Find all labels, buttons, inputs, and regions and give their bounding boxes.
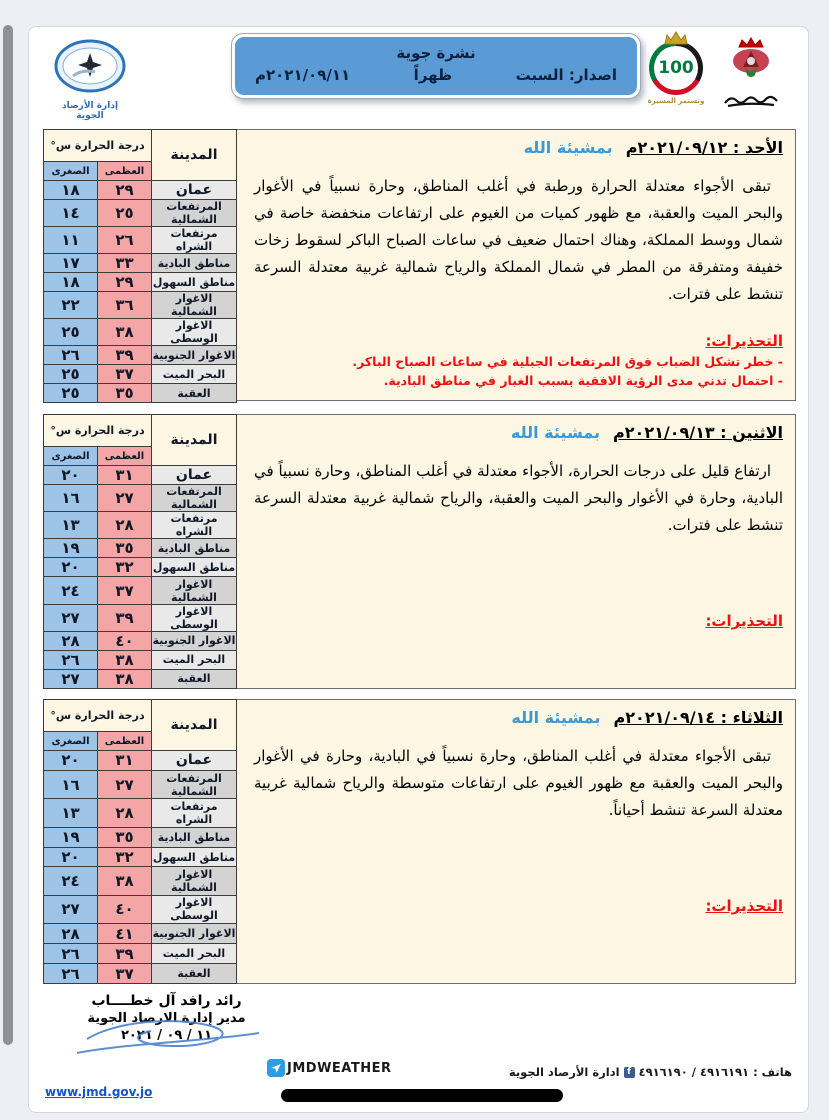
- table-row: العقبة ٣٨ ٢٧: [44, 669, 237, 688]
- table-row: مرتفعات الشراه ٢٨ ١٣: [44, 512, 237, 539]
- bulletin-sheet: [28, 26, 809, 1113]
- section-blessing: بمشيئة الله: [511, 708, 601, 727]
- table-row: مرتفعات الشراه ٢٦ ١١: [44, 227, 237, 254]
- table-row: المرتفعات الشمالية ٢٥ ١٤: [44, 200, 237, 227]
- section-heading: [254, 138, 783, 157]
- table-row: العقبة ٣٥ ٢٥: [44, 384, 237, 403]
- centennial-caption: وتستمر المسيرة: [647, 97, 705, 105]
- phone-numbers: هاتف : ٤٩١٦١٩١ / ٤٩١٦١٩٠: [638, 1065, 792, 1079]
- forecast-text: تبقى الأجواء معتدلة الحرارة ورطبة في أغلب المناطق، وحارة نسبياً في الأغوار والبحر الميت والعقبة، مع ظهور كميات من الغيوم على ارتفاعات منخفضة خاصة في شمال ووسط المملكة، وهناك احتمال ضعيف في ساعات الصباح الباكر لسقوط زخات خفيفة ومتفرقة من المطر في شمال المملكة والرياح شمالية غربية معتدلة السرعة تنشط على فترات.: [254, 177, 783, 303]
- bulletin-titlebar: [231, 33, 641, 99]
- section-heading: [254, 708, 783, 727]
- director-name: رائد رافد آل خطــــاب: [91, 993, 242, 1009]
- warnings-title: التحذيرات:: [705, 612, 783, 630]
- jordan-coat-of-arms-logo: [719, 37, 783, 113]
- table-header-max: العظمى: [98, 447, 152, 466]
- table-header-temperature: درجة الحرارة س°: [44, 130, 152, 162]
- twitter-icon: [267, 1059, 285, 1077]
- table-row: عمان ٣١ ٢٠: [44, 751, 237, 771]
- table-row: العقبة ٣٧ ٢٦: [44, 964, 237, 984]
- coat-of-arms-icon: [722, 74, 780, 93]
- section-day-date: الثلاثاء : ٢٠٢١/٠٩/١٤م: [613, 708, 783, 727]
- section-blessing: بمشيئة الله: [510, 423, 600, 442]
- table-row: البحر الميت ٣٩ ٢٦: [44, 944, 237, 964]
- warning-item: - خطر تشكل الضباب فوق المرتفعات الجبلية في ساعات الصباح الباكر.: [352, 354, 783, 369]
- facebook-page-name: ادارة الأرصاد الجوية: [508, 1065, 620, 1079]
- royal-court-calligraphy: [722, 94, 780, 113]
- table-row: الاغوار الشمالية ٣٧ ٢٤: [44, 577, 237, 604]
- temperature-table: [43, 699, 237, 984]
- forecast-section-tuesday: [43, 699, 796, 984]
- warnings-title: التحذيرات:: [705, 897, 783, 915]
- signature-date: ١١ / ٠٩ / ٢٠٢١: [120, 1028, 213, 1043]
- crown-icon: [663, 30, 689, 49]
- table-row: البحر الميت ٣٨ ٢٦: [44, 650, 237, 669]
- issue-date: ٢٠٢١/٠٩/١١م: [255, 66, 351, 84]
- table-header-min: الصغرى: [44, 162, 98, 181]
- warnings-block: [254, 612, 783, 630]
- warning-item: - احتمال تدني مدى الرؤية الافقية بسبب الغبار في مناطق البادية.: [383, 373, 783, 388]
- table-row: الاغوار الشمالية ٣٨ ٢٤: [44, 867, 237, 895]
- table-row: مناطق البادية ٣٥ ١٩: [44, 539, 237, 558]
- temperature-table: [43, 414, 237, 689]
- table-header-min: الصغرى: [44, 447, 98, 466]
- table-row: عمان ٢٩ ١٨: [44, 181, 237, 200]
- table-row: مناطق البادية ٣٣ ١٧: [44, 254, 237, 273]
- forecast-text: تبقى الأجواء معتدلة في أغلب المناطق، وحارة نسبياً في البادية، وحارة في الأغوار والبحر الميت والعقبة مع ظهور الغيوم على ارتفاعات متوسطة والرياح شمالية غربية معتدلة السرعة تنشط أحياناً.: [254, 747, 783, 819]
- bulletin-title: نشرة جوية: [396, 44, 476, 62]
- issue-day: اصدار: السبت: [515, 66, 617, 84]
- temperature-table: [43, 129, 237, 403]
- jmd-logo-label: إدارة الأرصاد الجوية: [61, 101, 119, 121]
- table-row: الاغوار الشمالية ٣٦ ٢٢: [44, 292, 237, 319]
- redaction-bar: [281, 1089, 563, 1102]
- director-signature-block: [59, 993, 274, 1043]
- section-heading: [254, 423, 783, 442]
- table-row: الاغوار الجنوبية ٣٩ ٢٦: [44, 346, 237, 365]
- warnings-title: التحذيرات:: [705, 332, 783, 350]
- table-header-max: العظمى: [98, 162, 152, 181]
- director-title: مدير إدارة الارصاد الجوية: [87, 1011, 246, 1026]
- table-header-min: الصغرى: [44, 732, 98, 751]
- table-header-temperature: درجة الحرارة س°: [44, 700, 152, 732]
- centennial-ring-icon: [649, 41, 703, 95]
- jmd-oval-emblem-icon: [53, 80, 127, 99]
- website-link[interactable]: www.jmd.gov.jo: [45, 1085, 153, 1099]
- table-row: المرتفعات الشمالية ٢٧ ١٦: [44, 485, 237, 512]
- twitter-handle: JMDWEATHER: [287, 1060, 392, 1076]
- table-row: الاغوار الجنوبية ٤١ ٢٨: [44, 924, 237, 944]
- table-row: البحر الميت ٣٧ ٢٥: [44, 365, 237, 384]
- table-row: مناطق البادية ٣٥ ١٩: [44, 827, 237, 847]
- table-row: مناطق السهول ٣٢ ٢٠: [44, 847, 237, 867]
- table-row: الاغوار الوسطى ٣٩ ٢٧: [44, 604, 237, 631]
- forecast-text: ارتفاع قليل على درجات الحرارة، الأجواء معتدلة في أغلب المناطق، وحارة نسبياً في البادية، وحارة في الأغوار والبحر الميت والعقبة، والرياح شمالية غربية معتدلة السرعة تنشط على فترات.: [254, 462, 783, 534]
- twitter-handle-block: [267, 1059, 391, 1077]
- centennial-logo: [643, 29, 709, 105]
- table-header-city: المدينة: [152, 700, 237, 751]
- warnings-block: [254, 897, 783, 915]
- table-row: مرتفعات الشراه ٢٨ ١٣: [44, 799, 237, 827]
- table-row: مناطق السهول ٢٩ ١٨: [44, 273, 237, 292]
- table-header-city: المدينة: [152, 415, 237, 466]
- table-row: الاغوار الوسطى ٤٠ ٢٧: [44, 895, 237, 923]
- section-blessing: بمشيئة الله: [523, 138, 613, 157]
- jmd-agency-logo: [51, 39, 129, 121]
- table-row: مناطق السهول ٣٢ ٢٠: [44, 558, 237, 577]
- table-row: الاغوار الوسطى ٣٨ ٢٥: [44, 319, 237, 346]
- centennial-number: 100: [654, 46, 698, 90]
- vertical-scrollbar[interactable]: [3, 25, 13, 1045]
- table-row: عمان ٣١ ٢٠: [44, 466, 237, 485]
- forecast-section-sunday: [43, 129, 796, 401]
- section-day-date: الاثنين : ٢٠٢١/٠٩/١٣م: [613, 423, 783, 442]
- contact-line: [509, 1065, 792, 1079]
- table-header-temperature: درجة الحرارة س°: [44, 415, 152, 447]
- table-header-city: المدينة: [152, 130, 237, 181]
- table-row: المرتفعات الشمالية ٢٧ ١٦: [44, 770, 237, 798]
- forecast-section-monday: [43, 414, 796, 689]
- facebook-icon: f: [624, 1067, 635, 1078]
- warnings-block: [254, 332, 783, 388]
- issue-time: ظهراً: [413, 66, 453, 84]
- table-header-max: العظمى: [98, 732, 152, 751]
- section-day-date: الأحد : ٢٠٢١/٠٩/١٢م: [625, 138, 783, 157]
- table-row: الاغوار الجنوبية ٤٠ ٢٨: [44, 631, 237, 650]
